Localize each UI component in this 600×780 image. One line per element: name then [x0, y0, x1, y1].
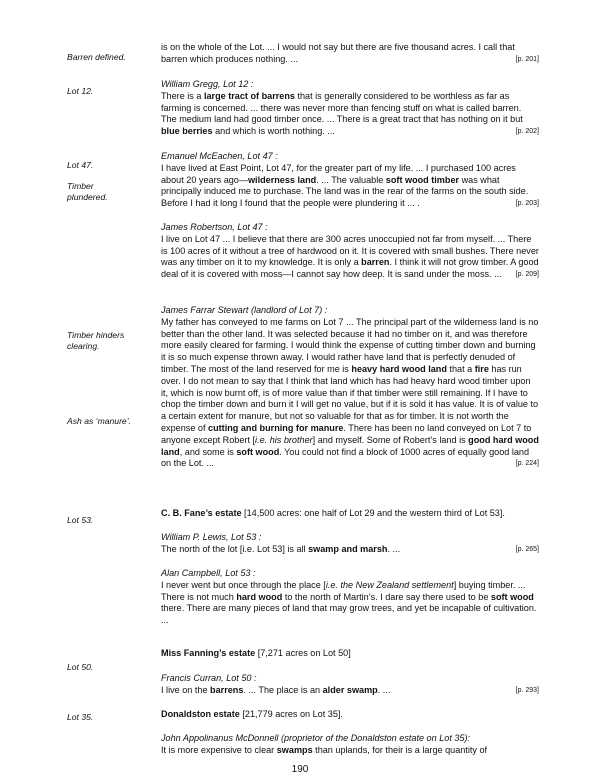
text: . I think it will not grow timber. A good deal of it is covered with moss—I cannot say how deep. It is sand under the moss. ... [161, 257, 539, 280]
page-ref: [p. 265] [515, 545, 539, 553]
bold-text: fire [474, 363, 489, 374]
testimony-curran [161, 673, 539, 697]
text: that a [446, 363, 475, 374]
margin-note-lot-35: Lot 35. [67, 712, 94, 722]
bold-text: good hard wood land [161, 434, 539, 457]
text: . There has been no land conveyed on Lot 7 to anyone except Robert [ [161, 422, 532, 445]
margin-note-lot-47: Lot 47. [67, 160, 94, 170]
page-number: 190 [291, 764, 309, 775]
margin-note-timber-hinders: Timber hinders clearing. [67, 330, 125, 351]
text: [7,271 acres on Lot 50] [255, 648, 351, 658]
testimony-campbell [161, 568, 539, 627]
text: I have lived at East Point, Lot 47, for the greater part of my life. ... I purchased 100 acres about 20 years ago— [161, 162, 516, 185]
text: was what principally induced me to purchase. The land was in the rear of the farms on the south side. Before I had it long I found that the people were plundering it ... . [161, 174, 529, 209]
text: . ... The place is an [243, 684, 323, 695]
bold-text: barrens [210, 684, 244, 695]
margin-note-timber-plundered: Timber plundered. [67, 181, 108, 202]
text: The north of the lot [i.e. Lot 53] is all [161, 543, 309, 554]
text: ] and myself. Some of Robert’s land is [312, 434, 469, 445]
text: , and some is [179, 446, 237, 457]
text: than uplands, for their is a large quantity of [312, 744, 488, 755]
testimony-mceachen [161, 151, 539, 210]
page-ref: [p. 293] [515, 686, 539, 694]
margin-note-lot-12: Lot 12. [67, 86, 94, 96]
testimony-gregg [161, 79, 539, 138]
speaker: Alan Campbell, Lot 53 : [161, 568, 256, 578]
margin-note-ash-manure: Ash as ‘manure’. [67, 416, 132, 426]
bold-text: swamp and marsh [308, 543, 388, 554]
testimony-mcdonnell [161, 733, 539, 757]
italic-text: i.e. his brother [255, 434, 313, 445]
speaker: Francis Curran, Lot 50 : [161, 673, 257, 683]
italic-text: i.e. the New Zealand settlement [325, 579, 454, 590]
speaker: William Gregg, Lot 12 : [161, 79, 254, 89]
text: It is more expensive to clear [161, 744, 277, 755]
text: . ... The valuable [316, 174, 386, 185]
text: [14,500 acres: one half of Lot 29 and the western third of Lot 53]. [241, 508, 505, 518]
text: There is a [161, 90, 204, 101]
bold-text: soft wood [490, 591, 534, 602]
speaker: James Robertson, Lot 47 : [161, 222, 268, 232]
bold-text: soft wood timber [385, 174, 460, 185]
margin-note-barren-defined: Barren defined. [67, 52, 126, 62]
speaker: John Appolinanus McDonnell (proprietor of the Donaldston estate on Lot 35): [161, 733, 471, 743]
estate-name: C. B. Fane’s estate [161, 508, 242, 518]
bold-text: soft wood [236, 446, 280, 457]
text: [21,779 acres on Lot 35]. [239, 709, 343, 719]
paragraph-barren [161, 42, 539, 66]
bold-text: large tract of barrens [203, 90, 295, 101]
margin-note-lot-50: Lot 50. [67, 662, 94, 672]
bold-text: alder swamp [322, 684, 378, 695]
text: . ... [377, 684, 391, 695]
bold-text: barren [361, 257, 390, 268]
estate-name: Miss Fanning’s estate [161, 648, 256, 658]
text: I live on the [161, 684, 211, 695]
text: has run over. I do not mean to say that I think that land which has had heavy hard wood timber upon it, which is now burnt off, is of more value than if that timber were still remaining. If I have to chop the timber down and burn it I will get no value, but if it is sold it has value. It is of value to a certain extent for manure, but not so valuable for that as for timber. It is not worth the expense of [161, 363, 539, 433]
testimony-lewis [161, 532, 539, 556]
bold-text: cutting and burning for manure [208, 422, 344, 433]
text: . You could not find a block of 1000 acres of equally good land on the Lot. ... [161, 446, 530, 469]
text: . ... [387, 543, 401, 554]
speaker: Emanuel McEachen, Lot 47 : [161, 151, 278, 161]
text: and which is worth nothing. ... [212, 126, 335, 137]
text: that is generally considered to be worthless as far as farming is concerned. ... there was never more than fencing stuff on what is called barren. The medium land had good timber once. ... There is a great tract that has nothing on it but [161, 90, 523, 125]
bold-text: wilderness land [247, 174, 317, 185]
page-ref: [p. 224] [515, 460, 539, 468]
testimony-stewart [161, 305, 539, 470]
estate-name: Donaldston estate [161, 709, 240, 719]
estate-fanning [161, 648, 539, 660]
speaker: James Farrar Stewart (landlord of Lot 7) : [161, 305, 328, 315]
text: is on the whole of the Lot. ... I would not say but there are five thousand acres. I call that barren which produces nothing. ... [161, 42, 515, 64]
text: to the north of Martin’s. I dare say there used to be [282, 591, 491, 602]
speaker: William P. Lewis, Lot 53 : [161, 532, 262, 542]
text: I live on Lot 47 ... I believe that there are 300 acres unoccupied not far from myself. ... There is 100 acres of it without a tree of hardwood on it. It is covered with small bushes. There never was any timber on it to my knowledge. It is only a [161, 233, 539, 268]
estate-donaldston [161, 709, 539, 721]
margin-note-lot-53: Lot 53. [67, 515, 94, 525]
estate-fane [161, 508, 539, 520]
page-ref: [p. 202] [515, 128, 539, 136]
text: I never went but once through the place [ [161, 579, 326, 590]
page-ref: [p. 201] [515, 55, 539, 63]
testimony-robertson [161, 222, 539, 281]
page-ref: [p. 203] [515, 200, 539, 208]
text: there. There are many pieces of land that may grow trees, and yet be incapable of cultivation. ... [161, 603, 537, 626]
bold-text: blue berries [161, 126, 213, 137]
bold-text: heavy hard wood land [351, 363, 447, 374]
text: My father has conveyed to me farms on Lot 7 ... The principal part of the wilderness land is no better than the other land. It was selected because it had no timber on it, and was therefore more easily cleared for farming. I would think the expense of cutting timber down and burning it is so much expense thrown away. I would rather have land that is perfectly denuded of timber. The most of the land reserved for me is [161, 316, 539, 374]
bold-text: hard wood [236, 591, 283, 602]
text: ] buying timber. ... There is not much [161, 579, 526, 602]
bold-text: swamps [276, 744, 313, 755]
page-ref: [p. 209] [515, 271, 539, 279]
